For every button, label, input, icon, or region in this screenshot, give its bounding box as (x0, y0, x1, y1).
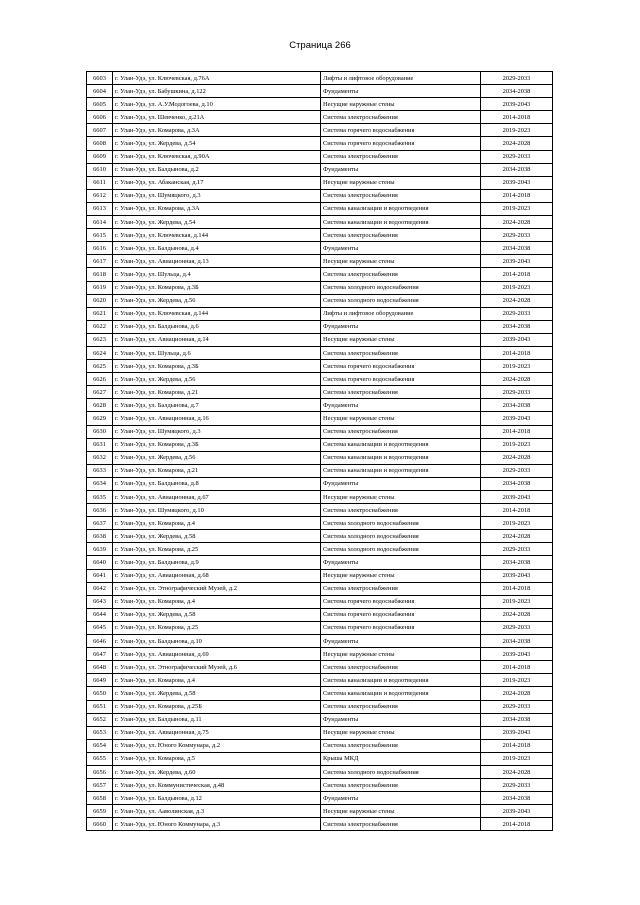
row-number: 6651 (87, 700, 113, 713)
row-number: 6621 (87, 307, 113, 320)
table-row (87, 98, 553, 111)
row-number: 6656 (87, 765, 113, 778)
period-cell: 2014-2018 (481, 425, 553, 438)
address-cell: г. Улан-Удэ, ул. Авиационная, д.75 (113, 726, 321, 739)
table-row (87, 464, 553, 477)
row-number: 6634 (87, 477, 113, 490)
address-cell: г. Улан-Удэ, ул. Ключевская, д.76А (113, 72, 321, 85)
table-row (87, 713, 553, 726)
period-cell: 2024-2028 (481, 765, 553, 778)
address-cell: г. Улан-Удэ, ул. Ключевская, д.144 (113, 307, 321, 320)
table-row (87, 726, 553, 739)
period-cell: 2029-2033 (481, 779, 553, 792)
address-cell: г. Улан-Удэ, ул. Жердева, д.54 (113, 137, 321, 150)
row-number: 6653 (87, 726, 113, 739)
row-number: 6637 (87, 517, 113, 530)
address-cell: г. Улан-Удэ, ул. Комарова, д.4 (113, 595, 321, 608)
work-type-cell: Система электроснабжения (321, 150, 481, 163)
period-cell: 2034-2038 (481, 85, 553, 98)
period-cell: 2029-2033 (481, 621, 553, 634)
address-cell: г. Улан-Удэ, ул. Балдынова, д.9 (113, 556, 321, 569)
row-number: 6645 (87, 621, 113, 634)
address-cell: г. Улан-Удэ, ул. Балдынова, д.8 (113, 477, 321, 490)
period-cell: 2019-2023 (481, 674, 553, 687)
table-row (87, 700, 553, 713)
address-cell: г. Улан-Удэ, ул. Шумяцкого, д.3 (113, 189, 321, 202)
work-type-cell: Система канализации и водоотведения (321, 438, 481, 451)
table-row (87, 779, 553, 792)
address-cell: г. Улан-Удэ, ул. Балдынова, д.12 (113, 792, 321, 805)
table-row (87, 202, 553, 215)
row-number: 6613 (87, 202, 113, 215)
work-type-cell: Система канализации и водоотведения (321, 464, 481, 477)
row-number: 6646 (87, 635, 113, 648)
row-number: 6659 (87, 805, 113, 818)
work-type-cell: Система канализации и водоотведения (321, 687, 481, 700)
period-cell: 2024-2028 (481, 294, 553, 307)
row-number: 6607 (87, 124, 113, 137)
period-cell: 2019-2023 (481, 202, 553, 215)
row-number: 6610 (87, 163, 113, 176)
address-cell: г. Улан-Удэ, ул. Балдынова, д.2 (113, 163, 321, 176)
period-cell: 2034-2038 (481, 320, 553, 333)
period-cell: 2024-2028 (481, 137, 553, 150)
work-type-cell: Несущие наружные стены (321, 255, 481, 268)
row-number: 6636 (87, 504, 113, 517)
work-type-cell: Фундаменты (321, 320, 481, 333)
work-type-cell: Система электроснабжения (321, 189, 481, 202)
address-cell: г. Улан-Удэ, ул. Комарова, д.21 (113, 386, 321, 399)
work-type-cell: Фундаменты (321, 399, 481, 412)
work-type-cell: Фундаменты (321, 163, 481, 176)
row-number: 6605 (87, 98, 113, 111)
period-cell: 2029-2033 (481, 464, 553, 477)
period-cell: 2029-2033 (481, 386, 553, 399)
period-cell: 2019-2023 (481, 281, 553, 294)
row-number: 6619 (87, 281, 113, 294)
address-cell: г. Улан-Удэ, ул. Шульца, д.4 (113, 268, 321, 281)
address-cell: г. Улан-Удэ, ул. Комарова, д.21 (113, 464, 321, 477)
period-cell: 2014-2018 (481, 504, 553, 517)
row-number: 6628 (87, 399, 113, 412)
row-number: 6655 (87, 752, 113, 765)
period-cell: 2034-2038 (481, 556, 553, 569)
row-number: 6648 (87, 661, 113, 674)
row-number: 6615 (87, 229, 113, 242)
address-cell: г. Улан-Удэ, ул. Шумяцкого, д.3 (113, 425, 321, 438)
table-row (87, 504, 553, 517)
period-cell: 2039-2043 (481, 491, 553, 504)
table-row (87, 333, 553, 346)
work-type-cell: Несущие наружные стены (321, 569, 481, 582)
row-number: 6638 (87, 530, 113, 543)
table-row (87, 805, 553, 818)
row-number: 6642 (87, 582, 113, 595)
table-row (87, 386, 553, 399)
period-cell: 2029-2033 (481, 150, 553, 163)
period-cell: 2034-2038 (481, 163, 553, 176)
table-row (87, 438, 553, 451)
period-cell: 2029-2033 (481, 72, 553, 85)
work-type-cell: Несущие наружные стены (321, 648, 481, 661)
table-row (87, 543, 553, 556)
period-cell: 2024-2028 (481, 687, 553, 700)
work-type-cell: Фундаменты (321, 792, 481, 805)
address-cell: г. Улан-Удэ, ул. Балдынова, д.4 (113, 242, 321, 255)
table-row (87, 451, 553, 464)
work-type-cell: Система холодного водоснабжения (321, 530, 481, 543)
work-type-cell: Система холодного водоснабжения (321, 765, 481, 778)
work-type-cell: Фундаменты (321, 635, 481, 648)
row-number: 6635 (87, 491, 113, 504)
address-cell: г. Улан-Удэ, ул. Авиационная, д.69 (113, 648, 321, 661)
table-row (87, 268, 553, 281)
row-number: 6622 (87, 320, 113, 333)
work-type-cell: Лифты и лифтовое оборудование (321, 72, 481, 85)
period-cell: 2034-2038 (481, 792, 553, 805)
work-type-cell: Система электроснабжения (321, 818, 481, 831)
address-cell: г. Улан-Удэ, ул. Жердева, д.58 (113, 530, 321, 543)
work-type-cell: Несущие наружные стены (321, 176, 481, 189)
row-number: 6657 (87, 779, 113, 792)
table-row (87, 189, 553, 202)
work-type-cell: Несущие наружные стены (321, 726, 481, 739)
row-number: 6644 (87, 608, 113, 621)
work-type-cell: Система холодного водоснабжения (321, 294, 481, 307)
row-number: 6626 (87, 373, 113, 386)
work-type-cell: Несущие наружные стены (321, 412, 481, 425)
table-row (87, 648, 553, 661)
period-cell: 2014-2018 (481, 582, 553, 595)
table-row (87, 137, 553, 150)
work-type-cell: Система горячего водоснабжения (321, 595, 481, 608)
table-row (87, 687, 553, 700)
address-cell: г. Улан-Удэ, ул. Шевченко, д.21А (113, 111, 321, 124)
table-row (87, 621, 553, 634)
row-number: 6606 (87, 111, 113, 124)
period-cell: 2014-2018 (481, 268, 553, 281)
address-cell: г. Улан-Удэ, ул. Авиационная, д.67 (113, 491, 321, 504)
address-cell: г. Улан-Удэ, ул. А.У.Модогоева, д.10 (113, 98, 321, 111)
work-type-cell: Система канализации и водоотведения (321, 202, 481, 215)
period-cell: 2019-2023 (481, 438, 553, 451)
page-title: Страница 266 (289, 40, 351, 51)
period-cell: 2019-2023 (481, 595, 553, 608)
work-type-cell: Система электроснабжения (321, 739, 481, 752)
table-row (87, 360, 553, 373)
table-row (87, 752, 553, 765)
period-cell: 2034-2038 (481, 635, 553, 648)
table-row (87, 582, 553, 595)
row-number: 6612 (87, 189, 113, 202)
period-cell: 2014-2018 (481, 189, 553, 202)
row-number: 6625 (87, 360, 113, 373)
period-cell: 2034-2038 (481, 399, 553, 412)
work-type-cell: Система электроснабжения (321, 779, 481, 792)
work-type-cell: Система канализации и водоотведения (321, 674, 481, 687)
address-cell: г. Улан-Удэ, ул. Комарова, д.4 (113, 674, 321, 687)
work-type-cell: Лифты и лифтовое оборудование (321, 307, 481, 320)
table-row (87, 320, 553, 333)
table-row (87, 176, 553, 189)
row-number: 6616 (87, 242, 113, 255)
period-cell: 2024-2028 (481, 373, 553, 386)
table-row (87, 530, 553, 543)
address-cell: г. Улан-Удэ, ул. Балдынова, д.10 (113, 635, 321, 648)
row-number: 6624 (87, 346, 113, 359)
work-type-cell: Система электроснабжения (321, 229, 481, 242)
work-type-cell: Фундаменты (321, 242, 481, 255)
table-row (87, 294, 553, 307)
work-type-cell: Система холодного водоснабжения (321, 517, 481, 530)
address-cell: г. Улан-Удэ, ул. Авиационная, д.68 (113, 569, 321, 582)
period-cell: 2029-2033 (481, 229, 553, 242)
work-type-cell: Несущие наружные стены (321, 333, 481, 346)
work-type-cell: Система электроснабжения (321, 268, 481, 281)
address-cell: г. Улан-Удэ, ул. Авиационная, д.13 (113, 255, 321, 268)
row-number: 6658 (87, 792, 113, 805)
row-number: 6660 (87, 818, 113, 831)
work-type-cell: Система горячего водоснабжения (321, 124, 481, 137)
address-cell: г. Улан-Удэ, ул. Комарова, д.25Б (113, 700, 321, 713)
table-row (87, 373, 553, 386)
row-number: 6629 (87, 412, 113, 425)
period-cell: 2034-2038 (481, 242, 553, 255)
period-cell: 2039-2043 (481, 98, 553, 111)
address-cell: г. Улан-Удэ, ул. Бабушкина, д.122 (113, 85, 321, 98)
row-number: 6609 (87, 150, 113, 163)
address-cell: г. Улан-Удэ, ул. Коммунистическая, д.48 (113, 779, 321, 792)
address-cell: г. Улан-Удэ, ул. Этнографический Музей, д.6 (113, 661, 321, 674)
work-type-cell: Крыша МКД (321, 752, 481, 765)
address-cell: г. Улан-Удэ, ул. Комарова, д.25 (113, 543, 321, 556)
address-cell: г. Улан-Удэ, ул. Шумяцкого, д.10 (113, 504, 321, 517)
table-body (87, 72, 553, 831)
table-row (87, 477, 553, 490)
address-cell: г. Улан-Удэ, ул. Ключевская, д.90А (113, 150, 321, 163)
address-cell: г. Улан-Удэ, ул. Юного Коммунара, д.3 (113, 818, 321, 831)
address-cell: г. Улан-Удэ, ул. Комарова, д.4 (113, 517, 321, 530)
table-row (87, 739, 553, 752)
period-cell: 2039-2043 (481, 333, 553, 346)
row-number: 6647 (87, 648, 113, 661)
table-row (87, 399, 553, 412)
work-type-cell: Система горячего водоснабжения (321, 373, 481, 386)
row-number: 6639 (87, 543, 113, 556)
table-row (87, 425, 553, 438)
work-type-cell: Фундаменты (321, 556, 481, 569)
table-row (87, 412, 553, 425)
table-row (87, 72, 553, 85)
period-cell: 2039-2043 (481, 569, 553, 582)
table-row (87, 150, 553, 163)
work-type-cell: Система горячего водоснабжения (321, 137, 481, 150)
address-cell: г. Улан-Удэ, ул. Авиационная, д.14 (113, 333, 321, 346)
period-cell: 2039-2043 (481, 255, 553, 268)
row-number: 6654 (87, 739, 113, 752)
row-number: 6640 (87, 556, 113, 569)
table-row (87, 111, 553, 124)
period-cell: 2019-2023 (481, 360, 553, 373)
table-row (87, 242, 553, 255)
row-number: 6603 (87, 72, 113, 85)
table-row (87, 307, 553, 320)
table-row (87, 124, 553, 137)
period-cell: 2024-2028 (481, 216, 553, 229)
address-cell: г. Улан-Удэ, ул. Юного Коммунара, д.2 (113, 739, 321, 752)
address-cell: г. Улан-Удэ, ул. Балдынова, д.7 (113, 399, 321, 412)
period-cell: 2029-2033 (481, 307, 553, 320)
work-type-cell: Система электроснабжения (321, 582, 481, 595)
table-row (87, 635, 553, 648)
period-cell: 2034-2038 (481, 477, 553, 490)
row-number: 6631 (87, 438, 113, 451)
table-row (87, 346, 553, 359)
row-number: 6630 (87, 425, 113, 438)
work-type-cell: Фундаменты (321, 85, 481, 98)
address-cell: г. Улан-Удэ, ул. Комарова, д.3А (113, 124, 321, 137)
address-cell: г. Улан-Удэ, ул. Балдынова, д.6 (113, 320, 321, 333)
work-type-cell: Несущие наружные стены (321, 98, 481, 111)
address-cell: г. Улан-Удэ, ул. Абаканская, д.17 (113, 176, 321, 189)
address-cell: г. Улан-Удэ, ул. Жердева, д.56 (113, 451, 321, 464)
table-row (87, 255, 553, 268)
row-number: 6618 (87, 268, 113, 281)
table-row (87, 556, 553, 569)
period-cell: 2014-2018 (481, 661, 553, 674)
row-number: 6652 (87, 713, 113, 726)
address-cell: г. Улан-Удэ, ул. Этнографический Музей, д.2 (113, 582, 321, 595)
address-cell: г. Улан-Удэ, ул. Комарова, д.3Б (113, 438, 321, 451)
period-cell: 2024-2028 (481, 530, 553, 543)
table-row (87, 818, 553, 831)
row-number: 6643 (87, 595, 113, 608)
address-cell: г. Улан-Удэ, ул. Комарова, д.3А (113, 202, 321, 215)
work-type-cell: Система горячего водоснабжения (321, 608, 481, 621)
work-type-cell: Система канализации и водоотведения (321, 451, 481, 464)
row-number: 6627 (87, 386, 113, 399)
table-row (87, 792, 553, 805)
row-number: 6620 (87, 294, 113, 307)
work-type-cell: Система электроснабжения (321, 111, 481, 124)
work-type-cell: Фундаменты (321, 477, 481, 490)
row-number: 6641 (87, 569, 113, 582)
address-cell: г. Улан-Удэ, ул. Ключевская, д.144 (113, 229, 321, 242)
table-row (87, 595, 553, 608)
table-row (87, 229, 553, 242)
address-cell: г. Улан-Удэ, ул. Комарова, д.5 (113, 752, 321, 765)
period-cell: 2019-2023 (481, 752, 553, 765)
table-row (87, 216, 553, 229)
row-number: 6611 (87, 176, 113, 189)
repair-schedule-table (86, 71, 553, 831)
work-type-cell: Система электроснабжения (321, 700, 481, 713)
address-cell: г. Улан-Удэ, ул. Шульца, д.6 (113, 346, 321, 359)
table-row (87, 765, 553, 778)
table-row (87, 517, 553, 530)
row-number: 6649 (87, 674, 113, 687)
period-cell: 2029-2033 (481, 700, 553, 713)
work-type-cell: Система горячего водоснабжения (321, 621, 481, 634)
row-number: 6617 (87, 255, 113, 268)
address-cell: г. Улан-Удэ, ул. Жердева, д.58 (113, 608, 321, 621)
work-type-cell: Система канализации и водоотведения (321, 216, 481, 229)
period-cell: 2039-2043 (481, 726, 553, 739)
work-type-cell: Система холодного водоснабжения (321, 543, 481, 556)
row-number: 6632 (87, 451, 113, 464)
period-cell: 2039-2043 (481, 412, 553, 425)
table-row (87, 85, 553, 98)
work-type-cell: Несущие наружные стены (321, 805, 481, 818)
table-row (87, 608, 553, 621)
table-row (87, 281, 553, 294)
period-cell: 2039-2043 (481, 176, 553, 189)
period-cell: 2039-2043 (481, 805, 553, 818)
address-cell: г. Улан-Удэ, ул. Комарова, д.25 (113, 621, 321, 634)
period-cell: 2039-2043 (481, 648, 553, 661)
work-type-cell: Несущие наружные стены (321, 491, 481, 504)
period-cell: 2024-2028 (481, 608, 553, 621)
address-cell: г. Улан-Удэ, ул. Жердева, д.58 (113, 687, 321, 700)
table-row (87, 661, 553, 674)
row-number: 6650 (87, 687, 113, 700)
row-number: 6614 (87, 216, 113, 229)
row-number: 6623 (87, 333, 113, 346)
work-type-cell: Фундаменты (321, 713, 481, 726)
work-type-cell: Система холодного водоснабжения (321, 281, 481, 294)
work-type-cell: Система электроснабжения (321, 504, 481, 517)
period-cell: 2024-2028 (481, 451, 553, 464)
address-cell: г. Улан-Удэ, ул. Жердева, д.56 (113, 294, 321, 307)
table-row (87, 491, 553, 504)
period-cell: 2019-2023 (481, 517, 553, 530)
address-cell: г. Улан-Удэ, ул. Авиационная, д.16 (113, 412, 321, 425)
work-type-cell: Система горячего водоснабжения (321, 360, 481, 373)
work-type-cell: Система электроснабжения (321, 386, 481, 399)
row-number: 6604 (87, 85, 113, 98)
address-cell: г. Улан-Удэ, ул. Жердева, д.56 (113, 373, 321, 386)
address-cell: г. Улан-Удэ, ул. Ааволинская, д.3 (113, 805, 321, 818)
address-cell: г. Улан-Удэ, ул. Комарова, д.3Б (113, 360, 321, 373)
period-cell: 2019-2023 (481, 124, 553, 137)
table-row (87, 569, 553, 582)
period-cell: 2014-2018 (481, 739, 553, 752)
row-number: 6608 (87, 137, 113, 150)
period-cell: 2034-2038 (481, 713, 553, 726)
period-cell: 2014-2018 (481, 818, 553, 831)
period-cell: 2014-2018 (481, 111, 553, 124)
work-type-cell: Система электроснабжения (321, 346, 481, 359)
address-cell: г. Улан-Удэ, ул. Комарова, д.3Б (113, 281, 321, 294)
work-type-cell: Система электроснабжения (321, 661, 481, 674)
address-cell: г. Улан-Удэ, ул. Жердева, д.54 (113, 216, 321, 229)
work-type-cell: Система электроснабжения (321, 425, 481, 438)
address-cell: г. Улан-Удэ, ул. Балдынова, д.11 (113, 713, 321, 726)
table-row (87, 674, 553, 687)
period-cell: 2014-2018 (481, 346, 553, 359)
row-number: 6633 (87, 464, 113, 477)
address-cell: г. Улан-Удэ, ул. Жердева, д.60 (113, 765, 321, 778)
table-row (87, 163, 553, 176)
period-cell: 2029-2033 (481, 543, 553, 556)
